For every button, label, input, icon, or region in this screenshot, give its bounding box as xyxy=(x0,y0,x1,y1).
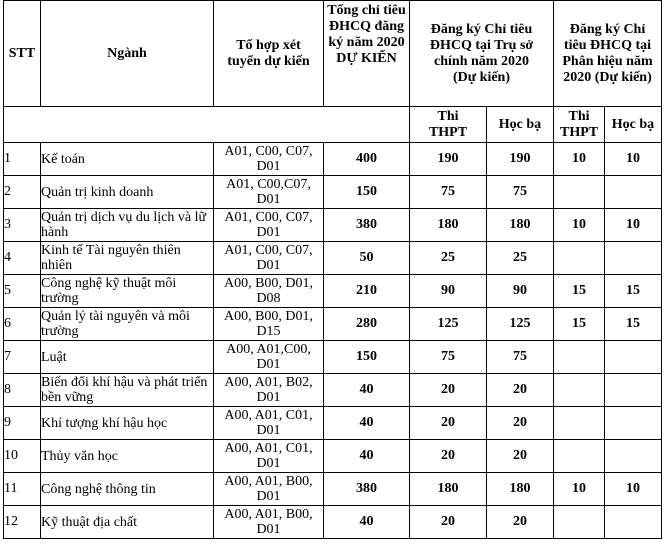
cell-ph-hoc-ba xyxy=(605,242,662,275)
header-stt: STT xyxy=(4,1,41,107)
cell-ts-hoc-ba: 25 xyxy=(487,242,554,275)
cell-ph-thi-thpt: 10 xyxy=(554,143,605,176)
cell-tong-chi-tieu: 50 xyxy=(324,242,410,275)
cell-to-hop: A01, C00,C07, D01 xyxy=(214,176,324,209)
cell-ts-hoc-ba: 20 xyxy=(487,440,554,473)
cell-ts-hoc-ba: 190 xyxy=(487,143,554,176)
cell-tong-chi-tieu: 380 xyxy=(324,209,410,242)
cell-ph-thi-thpt: 15 xyxy=(554,308,605,341)
cell-to-hop: A00, A01, C01, D01 xyxy=(214,440,324,473)
cell-ph-hoc-ba: 10 xyxy=(605,473,662,506)
cell-to-hop: A00, A01, B02, D01 xyxy=(214,374,324,407)
cell-ph-hoc-ba xyxy=(605,440,662,473)
cell-stt: 12 xyxy=(4,506,41,539)
cell-nganh: Quản lý tài nguyên và môi trường xyxy=(41,308,214,341)
cell-ts-thi-thpt: 20 xyxy=(410,407,487,440)
cell-nganh: Kinh tế Tài nguyên thiên nhiên xyxy=(41,242,214,275)
table-row xyxy=(4,209,662,242)
cell-ph-thi-thpt xyxy=(554,440,605,473)
cell-ph-thi-thpt xyxy=(554,341,605,374)
cell-ts-thi-thpt: 180 xyxy=(410,209,487,242)
table-row xyxy=(4,341,662,374)
cell-ph-thi-thpt: 10 xyxy=(554,473,605,506)
cell-stt: 9 xyxy=(4,407,41,440)
table-row xyxy=(4,143,662,176)
cell-ph-thi-thpt xyxy=(554,407,605,440)
table-row xyxy=(4,242,662,275)
cell-ph-hoc-ba xyxy=(605,407,662,440)
admission-quota-table xyxy=(3,0,662,539)
cell-ph-hoc-ba xyxy=(605,506,662,539)
cell-to-hop: A00, A01,C00, D01 xyxy=(214,341,324,374)
cell-tong-chi-tieu: 150 xyxy=(324,176,410,209)
cell-nganh: Khí tượng khí hậu học xyxy=(41,407,214,440)
cell-ph-thi-thpt xyxy=(554,176,605,209)
table-row xyxy=(4,374,662,407)
cell-to-hop: A00, A01, C01, D01 xyxy=(214,407,324,440)
cell-ts-hoc-ba: 180 xyxy=(487,209,554,242)
cell-ph-hoc-ba: 10 xyxy=(605,209,662,242)
cell-ts-thi-thpt: 20 xyxy=(410,440,487,473)
cell-stt: 7 xyxy=(4,341,41,374)
cell-nganh: Công nghệ kỹ thuật môi trường xyxy=(41,275,214,308)
cell-to-hop: A01, C00, C07, D01 xyxy=(214,143,324,176)
header-to-hop: Tổ hợp xét tuyển dự kiến xyxy=(214,1,324,107)
cell-ts-thi-thpt: 20 xyxy=(410,374,487,407)
cell-ts-thi-thpt: 25 xyxy=(410,242,487,275)
cell-to-hop: A00, A01, B00, D01 xyxy=(214,473,324,506)
table-row xyxy=(4,407,662,440)
cell-to-hop: A00, B00, D01, D15 xyxy=(214,308,324,341)
cell-nganh: Kế toán xyxy=(41,143,214,176)
cell-stt: 8 xyxy=(4,374,41,407)
cell-nganh: Luật xyxy=(41,341,214,374)
cell-ph-hoc-ba xyxy=(605,341,662,374)
cell-tong-chi-tieu: 40 xyxy=(324,440,410,473)
header-ph-hoc-ba: Học bạ xyxy=(605,107,662,143)
cell-tong-chi-tieu: 210 xyxy=(324,275,410,308)
cell-tong-chi-tieu: 400 xyxy=(324,143,410,176)
cell-ts-thi-thpt: 180 xyxy=(410,473,487,506)
cell-ts-thi-thpt: 75 xyxy=(410,341,487,374)
cell-ph-thi-thpt xyxy=(554,374,605,407)
cell-ts-hoc-ba: 90 xyxy=(487,275,554,308)
cell-nganh: Biến đổi khí hậu và phát triển bền vững xyxy=(41,374,214,407)
cell-to-hop: A01, C00, C07, D01 xyxy=(214,242,324,275)
cell-ph-thi-thpt xyxy=(554,242,605,275)
cell-ts-hoc-ba: 20 xyxy=(487,506,554,539)
header-ph-thi-thpt: Thi THPT xyxy=(554,107,605,143)
cell-ts-thi-thpt: 75 xyxy=(410,176,487,209)
cell-nganh: Quản trị kinh doanh xyxy=(41,176,214,209)
cell-ph-hoc-ba xyxy=(605,176,662,209)
header-ts-hoc-ba: Học bạ xyxy=(487,107,554,143)
cell-tong-chi-tieu: 150 xyxy=(324,341,410,374)
cell-ts-thi-thpt: 90 xyxy=(410,275,487,308)
cell-ph-hoc-ba: 15 xyxy=(605,308,662,341)
header-ts-thi-thpt: Thi THPT xyxy=(410,107,487,143)
table-row xyxy=(4,473,662,506)
header-tru-so: Đăng ký Chỉ tiêu ĐHCQ tại Trụ sở chính năm 2020 (Dự kiến) xyxy=(410,1,554,107)
cell-ph-hoc-ba: 15 xyxy=(605,275,662,308)
header-nganh: Ngành xyxy=(41,1,214,107)
cell-stt: 3 xyxy=(4,209,41,242)
table-row xyxy=(4,176,662,209)
cell-stt: 11 xyxy=(4,473,41,506)
header-tong-chi-tieu: Tổng chỉ tiêu ĐHCQ đăng ký năm 2020 DỰ KIẾN xyxy=(324,1,410,107)
cell-tong-chi-tieu: 40 xyxy=(324,407,410,440)
cell-ph-thi-thpt xyxy=(554,506,605,539)
cell-nganh: Quản trị dịch vụ du lịch và lữ hành xyxy=(41,209,214,242)
table-row xyxy=(4,440,662,473)
cell-ts-hoc-ba: 125 xyxy=(487,308,554,341)
cell-ts-hoc-ba: 20 xyxy=(487,374,554,407)
table-row xyxy=(4,506,662,539)
cell-nganh: Công nghệ thông tin xyxy=(41,473,214,506)
table-row xyxy=(4,275,662,308)
cell-nganh: Kỹ thuật địa chất xyxy=(41,506,214,539)
table-row xyxy=(4,308,662,341)
cell-nganh: Thủy văn học xyxy=(41,440,214,473)
cell-ts-hoc-ba: 180 xyxy=(487,473,554,506)
table-body xyxy=(4,143,662,539)
cell-tong-chi-tieu: 280 xyxy=(324,308,410,341)
cell-stt: 6 xyxy=(4,308,41,341)
cell-to-hop: A01, C00, C07, D01 xyxy=(214,209,324,242)
cell-ts-thi-thpt: 190 xyxy=(410,143,487,176)
header-phan-hieu: Đăng ký Chỉ tiêu ĐHCQ tại Phân hiệu năm 2020 (Dự kiến) xyxy=(554,1,662,107)
cell-ts-thi-thpt: 20 xyxy=(410,506,487,539)
cell-tong-chi-tieu: 380 xyxy=(324,473,410,506)
cell-ts-hoc-ba: 20 xyxy=(487,407,554,440)
cell-stt: 2 xyxy=(4,176,41,209)
cell-to-hop: A00, B00, D01, D08 xyxy=(214,275,324,308)
cell-to-hop: A00, A01, B00, D01 xyxy=(214,506,324,539)
header-spacer xyxy=(4,107,410,143)
cell-ph-hoc-ba xyxy=(605,374,662,407)
cell-stt: 1 xyxy=(4,143,41,176)
cell-tong-chi-tieu: 40 xyxy=(324,506,410,539)
cell-stt: 4 xyxy=(4,242,41,275)
cell-ts-hoc-ba: 75 xyxy=(487,341,554,374)
cell-ph-thi-thpt: 10 xyxy=(554,209,605,242)
cell-stt: 10 xyxy=(4,440,41,473)
cell-ph-thi-thpt: 15 xyxy=(554,275,605,308)
cell-ts-thi-thpt: 125 xyxy=(410,308,487,341)
cell-ts-hoc-ba: 75 xyxy=(487,176,554,209)
cell-ph-hoc-ba: 10 xyxy=(605,143,662,176)
cell-stt: 5 xyxy=(4,275,41,308)
cell-tong-chi-tieu: 40 xyxy=(324,374,410,407)
